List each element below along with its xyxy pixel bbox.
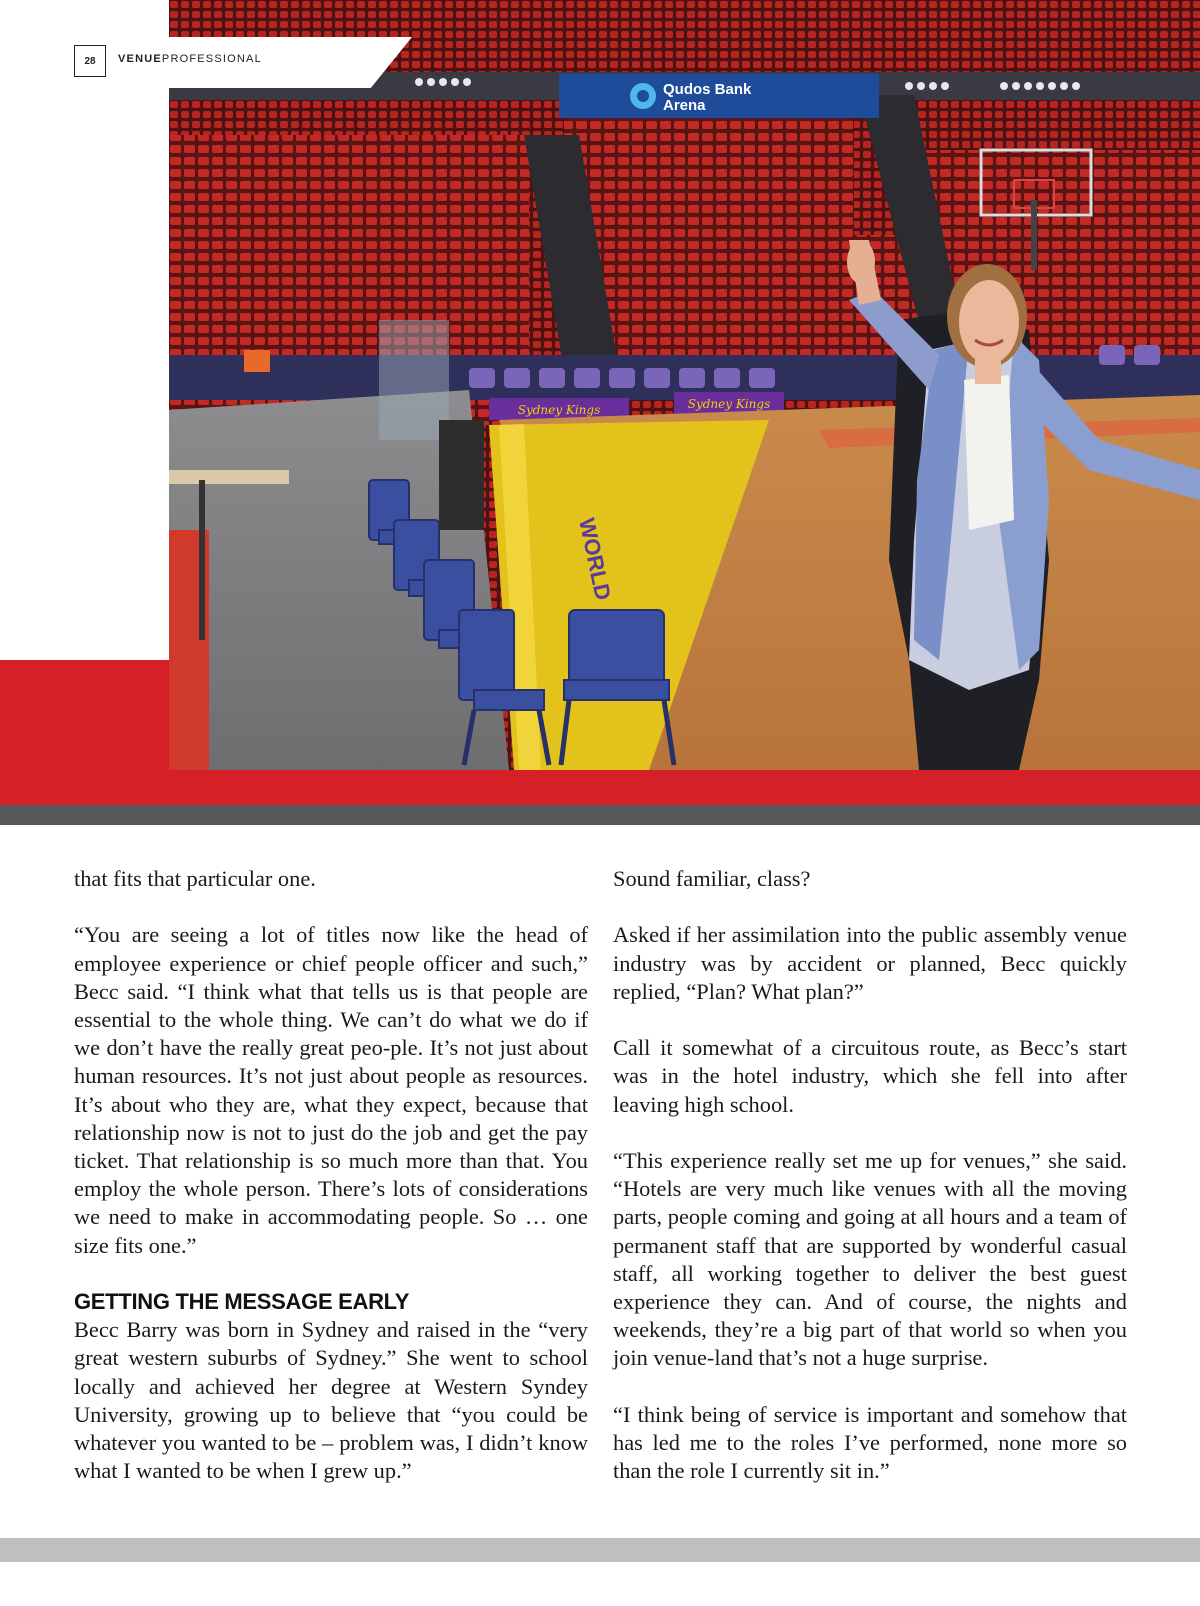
- masthead: [118, 53, 262, 65]
- sydney-kings-sign-right: Sydney Kings: [687, 397, 771, 411]
- left-column: [74, 865, 588, 1485]
- page-number: 28: [74, 45, 106, 77]
- sydney-kings-sign-left: Sydney Kings: [517, 403, 601, 417]
- paragraph: Asked if her assimilation into the public assembly venue industry was by accident or planned, Becc quickly replied, “Plan? What plan?”: [613, 922, 1127, 1004]
- footer-bar: [0, 1538, 1200, 1562]
- arena-banner-line2: Arena: [663, 97, 706, 114]
- arena-photo: [169, 0, 1200, 770]
- paragraph: that fits that particular one.: [74, 866, 316, 891]
- paragraph: “You are seeing a lot of titles now like the head of employee experience or chief people officer and such,” Becc said. “I think what that tells us is that people are essential to the whole thing. We can’t do what we do if we don’t have the really great peo-ple. It’s not just about human resources. It’s not just about people as resources. It’s about who they are, what they expect, because that relationship now is not to just do the job and get the pay ticket. That relationship is so much more than that. You employ the whole person. There’s lots of considerations we need to make in accommodating people. So … one size fits one.”: [74, 922, 588, 1258]
- paragraph: Call it somewhat of a circuitous route, as Becc’s start was in the hotel industry, which she fell into after leaving high school.: [613, 1035, 1127, 1117]
- paragraph: Sound familiar, class?: [613, 866, 811, 891]
- paragraph: “I think being of service is important and somehow that has led me to the roles I’ve performed, none more so than the role I currently sit in.”: [613, 1401, 1127, 1484]
- paragraph: “This experience really set me up for venues,” she said. “Hotels are very much like venues with all the moving parts, people coming and going at all hours and a team of permanent staff that are supported by wonderful casual staff, all working together to deliver the best guest experience they can. And of course, the nights and weekends, they’re a big part of that world so when you join venue-land that’s not a huge surprise.: [613, 1147, 1127, 1371]
- masthead-bold: VENUE: [118, 53, 162, 65]
- right-column: [613, 865, 1127, 1485]
- masthead-regular: PROFESSIONAL: [161, 53, 262, 65]
- section-heading: GETTING THE MESSAGE EARLY: [74, 1289, 410, 1315]
- arena-banner-line1: Qudos Bank: [663, 81, 752, 98]
- paragraph: Becc Barry was born in Sydney and raised in the “very great western suburbs of Sydney.” She went to school locally and achieved her degree at Western Syndey University, growing up to believe that “you could be whatever you wanted to be – problem was, I didn’t know what I wanted to be when I grew up.”: [74, 1317, 588, 1484]
- gray-divider-band: [0, 805, 1200, 825]
- svg-text:WORLD: WORLD: [574, 515, 616, 603]
